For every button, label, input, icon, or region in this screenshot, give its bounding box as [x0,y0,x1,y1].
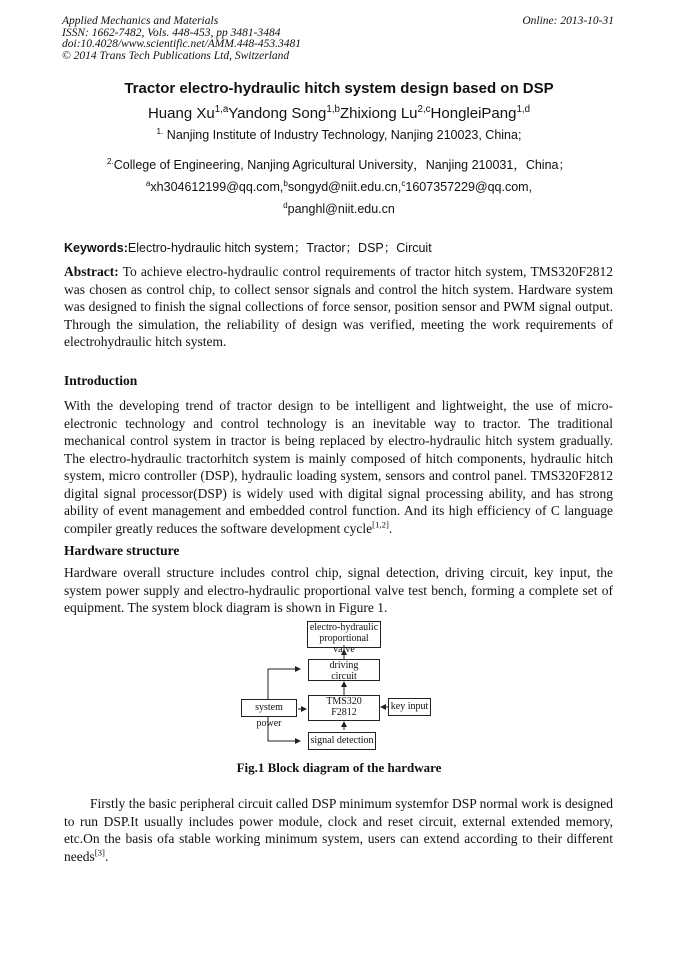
abstract-text: To achieve electro-hydraulic control requirements of tractor hitch system, TMS320F2812 was chosen as control chip, to collect sensor signals and control the hitch system. Hardware system was designed to finish the signal collections of force sensor, position sensor and PWM signal output. Through the simulation, the reliability of design was verified, meeting the work requirements of electrohydraulic hitch system. [64,264,613,349]
affiliation-2 [0,155,678,173]
email-text: 1607357229@qq.com, [405,180,533,194]
author-name: Huang Xu [147,105,215,122]
keywords-text: Electro-hydraulic hitch system；Tractor；DSP；Circuit [127,241,432,255]
figure-caption: Fig.1 Block diagram of the hardware [236,760,442,775]
body-citation: [3] [94,847,105,857]
body-text: Firstly the basic peripheral circuit called DSP minimum systemfor DSP normal work is designed to run DSP.It usually includes power module, clock and reset circuit, external extended memory, etc.On the basis ofa stable working minimum system, users can extend according to their different needs [64,796,613,864]
online-date: Online: 2013-10-31 [522,15,614,27]
dsp-label-1: TMS320 [326,696,362,707]
arrow-power-to-driving [268,669,300,699]
body-end: . [104,848,109,864]
aff-text: College of Engineering, Nanjing Agricultural University，Nanjing 210031，China； [113,158,571,172]
power-label: system power [255,702,283,729]
author-list [0,105,678,122]
block-diagram [0,615,678,755]
valve-block [307,621,381,655]
signal-label: signal detection [310,735,374,746]
journal-name: Applied Mechanics and Materials [62,15,219,27]
intro-end: . [388,520,393,536]
author-name: HongleiPang [430,105,517,122]
hardware-paragraph: Hardware overall structure includes control chip, signal detection, driving circuit, key input, the system power supply and electro-hydraulic proportional valve test bench, forming a complete set of equipment. The system block diagram is shown in Figure 1. [64,565,613,615]
email-text: xh304612199@qq.com, [150,180,284,194]
email-sup: b [283,178,288,188]
intro-heading: Introduction [64,373,138,388]
valve-label-1: electro-hydraulic [309,622,379,633]
abstract-label: Abstract: [64,264,119,279]
journal-header [62,16,614,62]
author-sup: 1,a [214,104,229,115]
author-name: Yandong Song [228,105,327,122]
driving-label-2: circuit [331,671,357,682]
copyright-line: © 2014 Trans Tech Publications Ltd, Switzerland [62,49,290,62]
keywords [64,238,432,256]
email-text: panghl@niit.edu.cn [287,202,395,216]
valve-label-2: proportional valve [319,633,369,655]
aff-sup: 1. [156,126,164,136]
paper-title: Tractor electro-hydraulic hitch system design based on DSP [124,80,554,97]
aff-text: Nanjing Institute of Industry Technology, Nanjing 210023, China; [166,128,522,142]
author-sup: 1,d [516,104,531,115]
key-block [388,698,431,716]
intro-citation: [1,2] [372,519,389,529]
key-label: key input [390,701,429,712]
signal-block [308,732,376,750]
author-sup: 1,b [326,104,340,115]
issn-line: ISSN: 1662-7482, Vols. 448-453, pp 3481-3484 [62,26,281,39]
aff-sup: 2. [107,156,114,166]
driving-block [308,659,380,681]
intro-paragraph [64,397,613,537]
email-line-1 [0,180,678,194]
email-sup: a [145,178,151,188]
email-text: songyd@niit.edu.cn, [287,180,402,194]
dsp-label-2: F2812 [331,707,357,718]
body-paragraph [64,795,613,865]
doi-line: doi:10.4028/www.scientific.net/AMM.448-453.3481 [62,38,302,50]
driving-label-1: driving [329,660,359,671]
affiliation-1 [0,128,678,142]
email-sup: c [401,178,406,188]
abstract [64,263,613,351]
intro-text: With the developing trend of tractor design to be intelligent and lightweight, the use of micro-electronic technology and control technology is an inevitable way to tractor. The traditional mechanical control system in tractor is being replaced by electro-hydraulic hitch system gradually. The electro-hydraulic tractorhitch system is mainly composed of hitch components, hydraulic hitch system, micro controller (DSP), hydraulic loading system, sensors and control panel. TMS320F2812 digital signal processor(DSP) is widely used with digital signal processing ability, and has strong ability of event management and embedded control function. And its high efficiency of C language compiler greatly reduces the software development cycle [64,398,613,536]
author-name: Zhixiong Lu [339,105,418,122]
author-sup: 2,c [417,104,431,115]
hardware-heading: Hardware structure [64,543,180,558]
dsp-block [308,695,380,721]
email-sup: d [283,200,288,210]
email-line-2 [0,202,678,216]
power-block [241,699,297,729]
keywords-label: Keywords: [64,241,128,255]
